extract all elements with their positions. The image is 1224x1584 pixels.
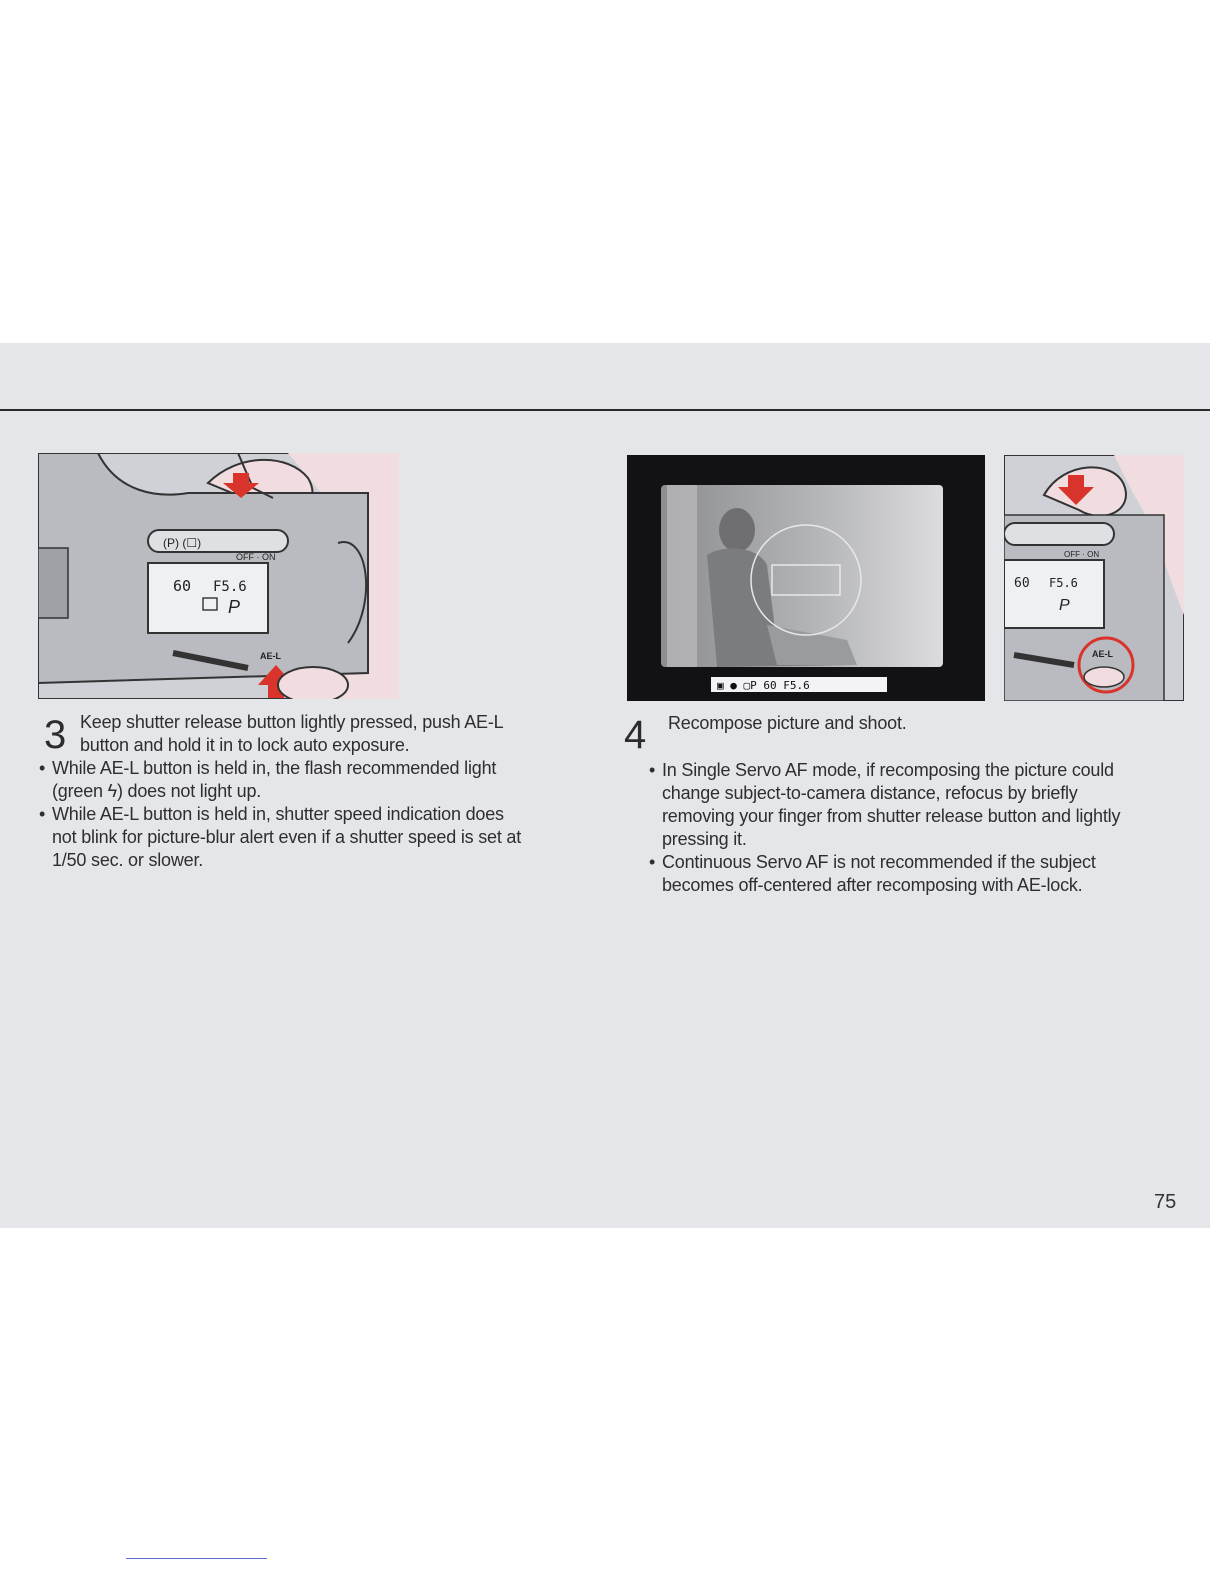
ael-button-illustration [1004,455,1184,701]
list-item [649,759,1194,851]
step-3-line: button and hold it in to lock auto exposure. [80,735,410,755]
svg-text:AE-L: AE-L [1092,649,1113,659]
step-3-notes [39,757,599,872]
svg-text:OFF · ON: OFF · ON [1064,550,1100,559]
svg-text:AE-L: AE-L [260,651,281,661]
svg-text:60: 60 [1014,576,1030,591]
bottom-divider [126,1558,267,1559]
viewfinder-illustration [627,455,985,701]
header-rule [0,409,1210,411]
camera-top-illustration [38,453,399,699]
svg-text:F5.6: F5.6 [213,579,247,595]
step-3-number: 3 [44,713,67,757]
off-on-label: OFF · ON [236,552,276,562]
svg-text:F5.6: F5.6 [1049,576,1078,590]
note-line: change subject-to-camera distance, refocus by briefly [662,783,1078,803]
note-line: becomes off-centered after recomposing with AE-lock. [662,875,1083,895]
note-line: • In Single Servo AF mode, if recomposing the picture could [662,760,1114,780]
step-4-instruction: Recompose picture and shoot. [668,713,907,733]
note-line: • While AE-L button is held in, shutter speed indication does [52,804,504,824]
svg-text:P: P [228,597,241,617]
list-item [39,757,599,803]
step-4-notes [649,759,1194,897]
svg-text:(P) (☐): (P) (☐) [163,536,202,550]
note-line: 1/50 sec. or slower. [52,850,204,870]
note-line: • Continuous Servo AF is not recommended if the subject [662,852,1096,872]
list-item [649,851,1194,897]
note-line: not blink for picture-blur alert even if a shutter speed is set at [52,827,522,847]
svg-text:P: P [1059,597,1070,614]
step-4-number: 4 [624,713,647,757]
page-number: 75 [1154,1191,1177,1213]
note-line: (green ϟ) does not light up. [52,781,262,801]
svg-text:60: 60 [173,577,192,595]
list-item [39,803,599,872]
note-line: removing your finger from shutter release button and lightly [662,806,1121,826]
step-3-instruction [80,711,503,757]
step-3-line: Keep shutter release button lightly pressed, push AE-L [80,712,504,732]
viewfinder-readout: ▣ ● ▢P 60 F5.6 [717,679,810,692]
note-line: pressing it. [662,829,747,849]
note-line: • While AE-L button is held in, the flash recommended light [52,758,497,778]
